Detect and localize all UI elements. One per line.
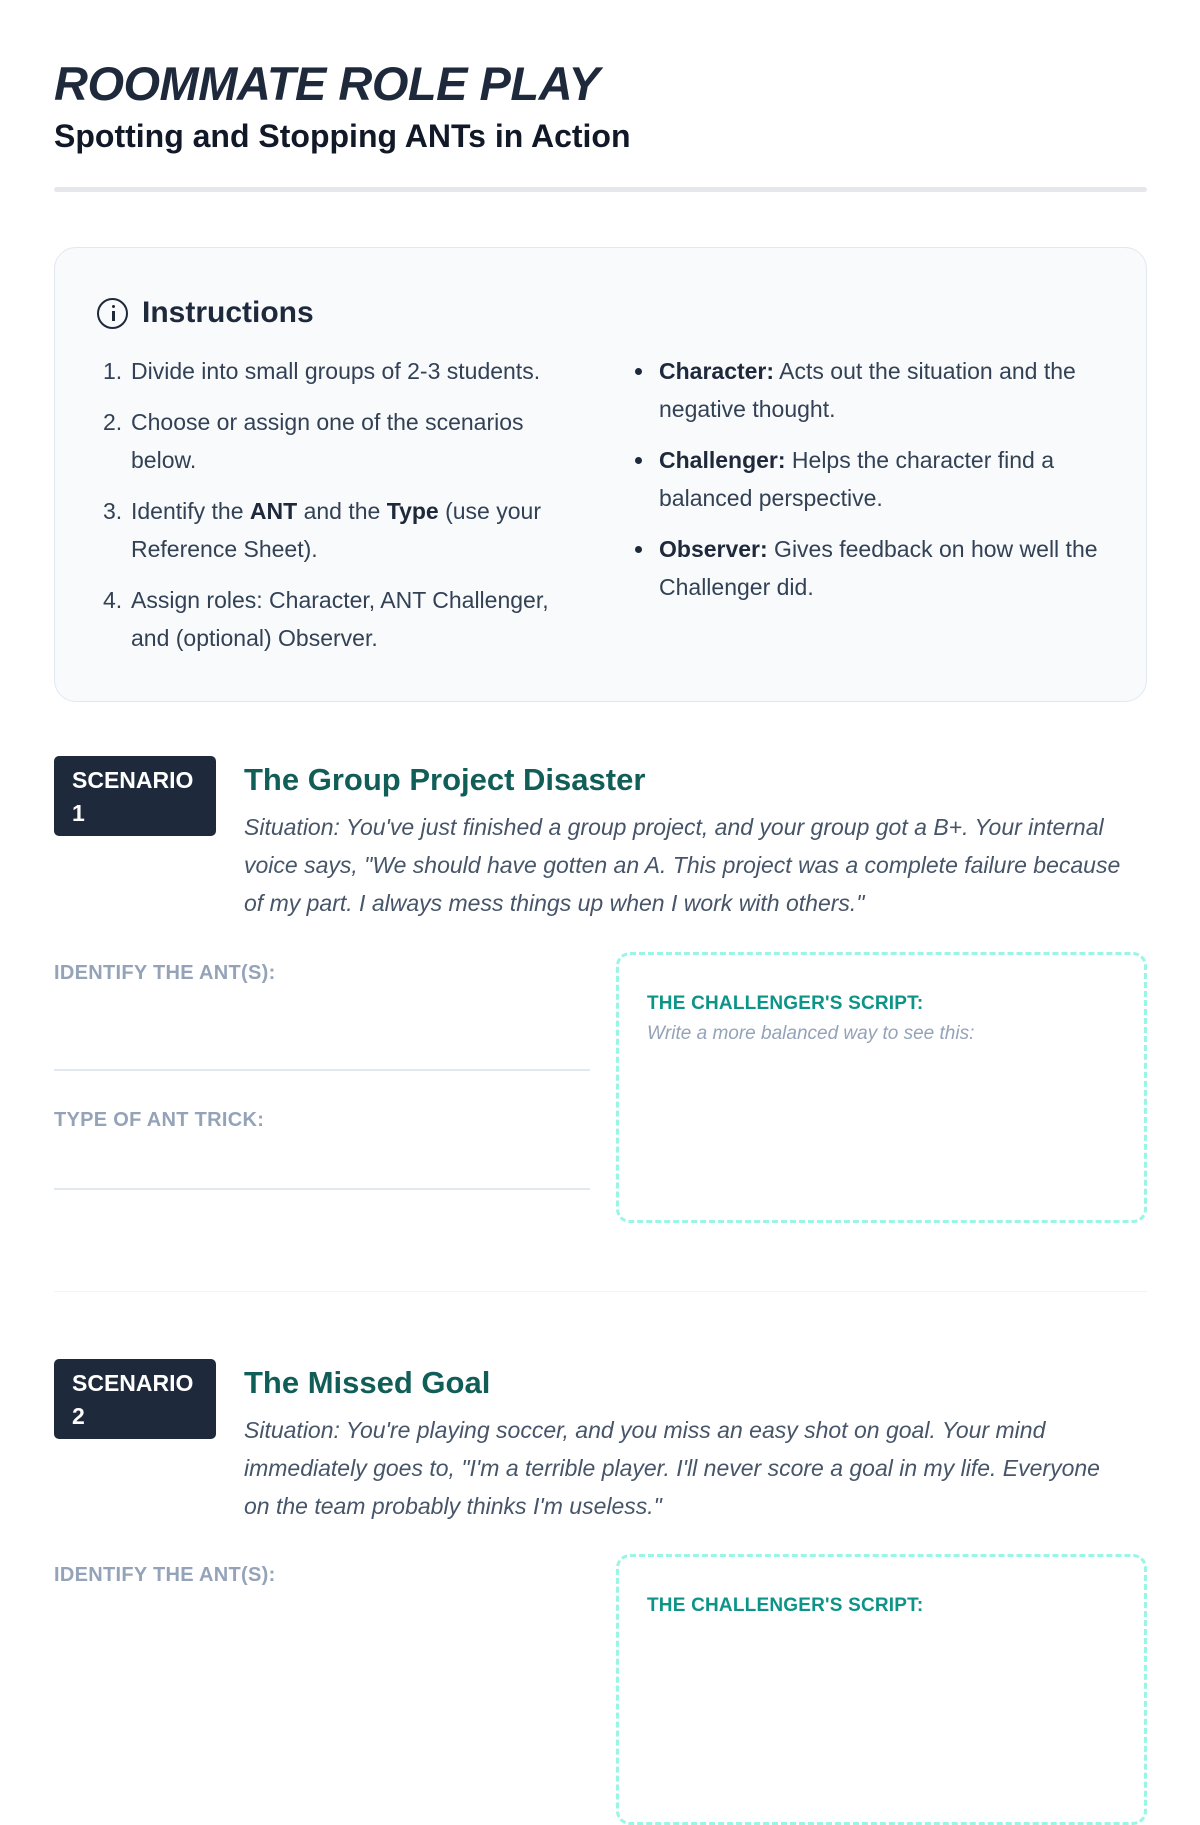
info-icon bbox=[97, 298, 128, 329]
role-item: Challenger: Helps the character find a balanced perspective. bbox=[629, 441, 1119, 517]
scenario-title: The Group Project Disaster bbox=[244, 762, 646, 797]
scenario-badge: SCENARIO 1 bbox=[54, 756, 216, 836]
challenger-script-label: THE CHALLENGER'S SCRIPT: bbox=[647, 993, 924, 1014]
scenario-badge: SCENARIO 2 bbox=[54, 1359, 216, 1439]
instruction-step: 2. Choose or assign one of the scenarios below. bbox=[103, 409, 524, 473]
identify-ant-label: IDENTIFY THE ANT(S): bbox=[54, 962, 276, 984]
challenger-script-label: THE CHALLENGER'S SCRIPT: bbox=[647, 1595, 924, 1616]
instruction-step: 4. Assign roles: Character, ANT Challenger, and (optional) Observer. bbox=[103, 587, 549, 651]
ant-type-label: TYPE OF ANT TRICK: bbox=[54, 1109, 265, 1131]
instruction-step: 3. Identify the ANT and the Type (use your Reference Sheet). bbox=[103, 498, 541, 562]
scenario-divider bbox=[54, 1291, 1147, 1292]
challenger-script-hint: Write a more balanced way to see this: bbox=[647, 1023, 975, 1044]
identify-ant-label: IDENTIFY THE ANT(S): bbox=[54, 1564, 276, 1586]
challenger-script-box[interactable] bbox=[616, 952, 1147, 1223]
scenario-situation: Situation: You're playing soccer, and you miss an easy shot on goal. Your mind immediately goes to, "I'm a terrible player. I'll never score a goal in my life. Everyone on the team probably thinks I'm useless." bbox=[244, 1417, 1100, 1519]
challenger-script-box[interactable] bbox=[616, 1554, 1147, 1825]
scenario-situation: Situation: You've just finished a group project, and your group got a B+. Your internal voice says, "We should have gotten an A. This project was a complete failure because of my part. I always mess things up when I work with others." bbox=[244, 814, 1121, 916]
header-divider bbox=[54, 187, 1147, 192]
instruction-steps bbox=[103, 352, 583, 670]
scenario-title: The Missed Goal bbox=[244, 1365, 491, 1400]
instructions-panel bbox=[54, 247, 1147, 702]
ant-type-answer-line[interactable] bbox=[54, 1188, 590, 1190]
instruction-step: 1. Divide into small groups of 2-3 students. bbox=[103, 358, 541, 384]
page-subtitle: Spotting and Stopping ANTs in Action bbox=[54, 118, 631, 154]
role-item: Observer: Gives feedback on how well the Challenger did. bbox=[629, 530, 1119, 606]
instructions-title: Instructions bbox=[142, 296, 314, 329]
identify-ant-answer-line[interactable] bbox=[54, 1069, 590, 1071]
instructions-header bbox=[97, 296, 314, 330]
role-item: Character: Acts out the situation and the negative thought. bbox=[629, 352, 1119, 428]
role-list bbox=[629, 352, 1119, 619]
page-title: ROOMMATE ROLE PLAY bbox=[54, 57, 600, 110]
